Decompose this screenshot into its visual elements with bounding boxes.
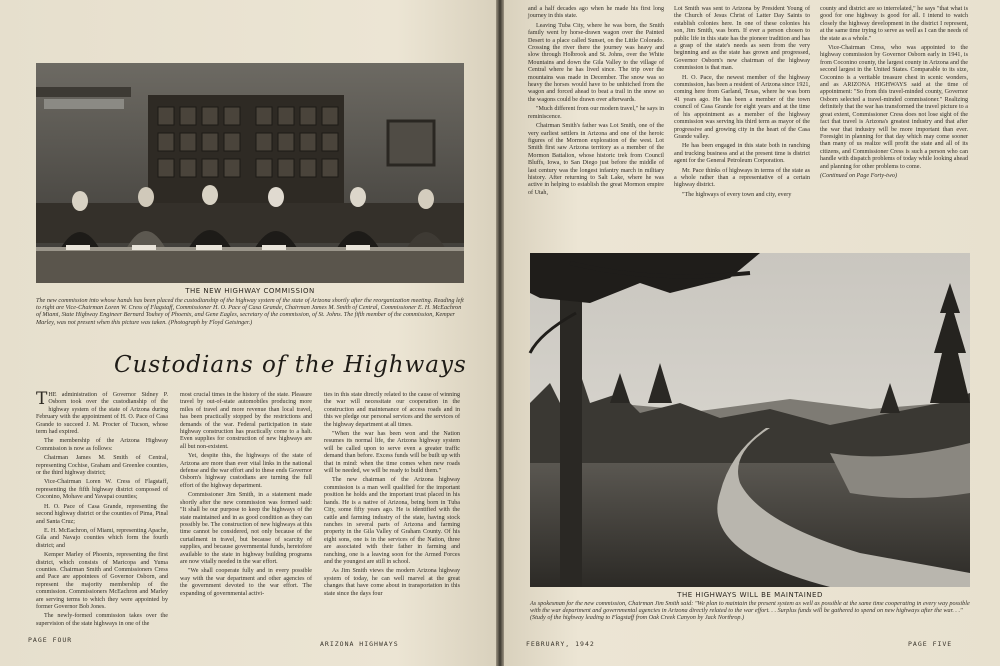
paragraph: Commissioner Jim Smith, in a statement made shortly after the new commission was formed said: "It shall be our purpose to keep the highways of the state maintained and in as good condition as they can possibly be. The construction of new highways at this time cannot be considered, not only because of the curtailment in travel, but because of scarcity of supplies, and because governmental funds, heretofore available to the state in highway building programs are now vitally needed in the war effort. [180, 492, 312, 565]
highway-photo [530, 253, 970, 587]
right-column-3 [820, 6, 968, 246]
paragraph: H. O. Pace of Casa Grande, representing the second highway district or the counties of Pima, Pinal and Santa Cruz; [36, 503, 168, 525]
left-column-1 [36, 389, 168, 627]
paragraph: Kemper Marley of Phoenix, representing the first district, which consists of Maricopa and Yuma counties. Chairman Smith and Commissioners Cress and Pace are appointees of Governor Osborn, and represent the majority membership of the commission. Commissioners McEachron and Marley are serving terms to which they were appointed by former Governor Bob Jones. [36, 552, 168, 610]
paragraph: Vice-Chairman Cress, who was appointed to the highway commission by Governor Osborn early in 1941, is from Coconino county, the largest county in Arizona and the second largest in the United States. Comparable to its size, Coconino is a veritable treasure chest in scenic wonders, and as ARIZONA HIGHWAYS said at the time of appointment: "So from this travel-minded county, Governor Osborn selected a travel-minded commissioner." Realizing definitely that the war has transformed the travel picture to a great extent, Commissioner Cress does not lose sight of the fact that travel is Arizona's greatest industry and that after the war that industry will be more important than ever. Foresight in planning for that day which may come sooner than many of us realize will profit the state and all of its citizens, and Commissioner Cress is such a person who can handle with dispatch problems of today while looking ahead and planning for other problems to come. [820, 45, 968, 170]
highway-photo-caption: As spokesman for the new commission, Chairman Jim Smith said: "We plan to maintain the present system as well as possible at the same time cooperating in every way possible with the war department and governmental agencies in Arizona directly related to the war effort. . . Surplus funds will be gathered to spend on new highways after the war. . ." (Study of the highway leading to Flagstaff from Oak Creek Canyon by Jack Northrop.) [530, 600, 970, 622]
commission-photo-image [36, 63, 464, 283]
paragraph: As Jim Smith views the modern Arizona highway system of today, he can well marvel at the great changes that have come about in transportation in this state since the days four [324, 568, 460, 597]
paragraph: and a half decades ago when he made his first long journey in this state. [528, 6, 664, 20]
right-column-1 [528, 6, 664, 246]
article-headline: Custodians of the Highways [114, 352, 467, 378]
paragraph: county and district are so interrelated," he says "that what is good for one highway is good for all. I intend to watch closely the highway development in the district I represent, at the same time trying to serve as well as I can the needs of the state as a whole." [820, 6, 968, 42]
left-column-2 [180, 392, 312, 618]
folio-page-five: PAGE FIVE [908, 640, 953, 648]
folio-february-1942: FEBRUARY, 1942 [526, 640, 595, 648]
left-page [0, 0, 496, 666]
commission-photo-caption-title: THE NEW HIGHWAY COMMISSION [185, 287, 315, 295]
paragraph: "The highways of every town and city, every [682, 191, 792, 198]
paragraph: The new chairman of the Arizona highway commission is a man well qualified for the important position he holds and the important trust placed in his hands. He is a native of Arizona, being born in Tuba City, some fifty years ago. He is identified with the cattle and farming industry of the state, having stock ranches in several parts of Arizona and farming property in the Gila Valley of Graham County. Of his eight sons, one is in the services of the Nation, three are associated with their father in farming and ranching, one is a leaving soon for the Armed Forces and the youngest are still in school. [324, 477, 460, 565]
paragraph: Chairman Smith's father was Lot Smith, one of the very earliest settlers in Arizona and one of the heroic figures of the Mormon exploration of the west. Lot Smith first saw Arizona territory as a member of the Mormon Battalion, whose historic trek from Council Bluffs, Iowa, to San Diego just before the middle of last century was the longest infantry march in military history. After returning to Salt Lake, where he was active in helping to establish the great Mormon empire of Utah, [528, 123, 664, 196]
commission-photo-caption: The new commission into whose hands has been placed the custodianship of the highway system of the state of Arizona shortly after the reorganization meeting. Reading left to right are Vice-Chairman Loren W. Cress of Flagstaff, Commissioner H. O. Pace of Casa Grande, Chairman James M. Smith of Central, Commissioner E. H. McEachron of Miami, State Highway Engineer Bernard Touhey of Phoenix, and Gene Eagles, secretary of the commission, of St. Johns. The fifth member of the commission, Kemper Marley, was not present when this picture was taken. (Photograph by Floyd Getsinger.) [36, 297, 464, 326]
highway-photo-image [530, 253, 970, 587]
paragraph: Mr. Pace thinks of highways in terms of the state as a whole rather than a representative of a certain highway district. [674, 167, 810, 189]
paragraph: The newly-formed commission takes over the supervision of the state highways in one of the [36, 613, 168, 627]
paragraph: THE administration of Governor Sidney P. Osborn took over the custodianship of the highway system of the state of Arizona during February with the appointment of H. O. Pace of Casa Grande to succeed J. M. Procter of Tucson, whose term had expired. [36, 389, 168, 436]
paragraph: "We shall cooperate fully and in every possible way with the war department and other agencies of the government devoted to the war effort. The expanding of governmental activi- [180, 568, 312, 597]
paragraph: "When the war has been won and the Nation resumes its normal life, the Arizona highway system will be called upon to serve even a greater traffic demand than before. Excess funds will be built up with that in mind: when the time comes when new roads will be needed, we will be ready to build them." [324, 431, 460, 475]
paragraph: Lot Smith was sent to Arizona by President Young of the Church of Jesus Christ of Latter Day Saints to establish colonies here. In one of these colonies his son, Jim Smith, was born. If ever a person chosen to public life in this state has the pioneer tradition and has a grasp of the state's needs as seen from the very beginning and as the state has grown and progressed, Governor Osborn's new chairman of the highway commission is that man. [674, 6, 810, 72]
left-column-3 [324, 392, 460, 618]
paragraph: Vice-Chairman Loren W. Cress of Flagstaff, representing the fifth highway district composed of Coconino, Mohave and Yavapai counties; [36, 479, 168, 501]
paragraph: "Much different from our modern travel," he says in reminiscence. [528, 106, 664, 120]
right-column-2 [674, 6, 810, 246]
paragraph [820, 173, 968, 180]
paragraph: Yet, despite this, the highways of the state of Arizona are more than ever vital links in the national defense and the war effort and to these ends Governor Osborn's highway custodians are turning the full effort of the highway department. [180, 453, 312, 489]
folio-arizona-highways: ARIZONA HIGHWAYS [320, 640, 399, 648]
paragraph: most crucial times in the history of the state. Pleasure travel by out-of-state automobiles producing more miles of travel and more revenue than local travel, has been practically stopped by the restrictions and demands of the war. Federal participation in state highway construction has practically come to a halt. Even supplies for construction of new highways are all but non-existent. [180, 392, 312, 450]
highway-photo-caption-title: THE HIGHWAYS WILL BE MAINTAINED [677, 591, 823, 599]
paragraph: The membership of the Arizona Highway Commission is now as follows: [36, 438, 168, 452]
right-page [504, 0, 1000, 666]
folio-page-four: PAGE FOUR [28, 636, 73, 644]
paragraph: E. H. McEachron, of Miami, representing Apache, Gila and Navajo counties which form the fourth district; and [36, 527, 168, 549]
commission-photo [36, 63, 464, 283]
drop-cap: T [36, 389, 48, 409]
paragraph: Leaving Tuba City, where he was born, the Smith family went by horse-drawn wagon over the Painted Desert to a place called Sunset, on the Little Colorado. Crossing the river there the journey was heavy and slow through Holbrook and St. Johns, over the White Mountains and down the Gila Valley to the village of Central where he has lived since. The trip over the mountains was made in December. The snow was so heavy the horses would have to be unhitched from the wagon and forced ahead to beat a trail in the snow so the wagons could be drawn over afterwards. [528, 22, 664, 103]
binding-gutter [496, 0, 504, 666]
paragraph: Chairman James M. Smith of Central, representing Cochise, Graham and Greenlee counties, or the third highway district; [36, 455, 168, 477]
paragraph: He has been engaged in this state both in ranching and trucking business and at the present time is district agent for the General Petroleum Corporation. [674, 143, 810, 165]
continued-note: (Continued on Page Forty-two) [820, 172, 898, 179]
paragraph: H. O. Pace, the newest member of the highway commission, has been a resident of Arizona since 1921, coming here from Garland, Texas, where he was born 41 years ago. He has been a member of the town council of Casa Grande for eight years and at the time of his appointment as a member of the highway commission was serving his third term as mayor of the progressive and growing city in the heart of the Casa Grande valley. [674, 74, 810, 140]
paragraph: ties in this state directly related to the cause of winning the war will necessitate our cooperation in the construction and maintenance of access roads and in this we pledge our personal services and the services of the highway department at all times. [324, 392, 460, 428]
